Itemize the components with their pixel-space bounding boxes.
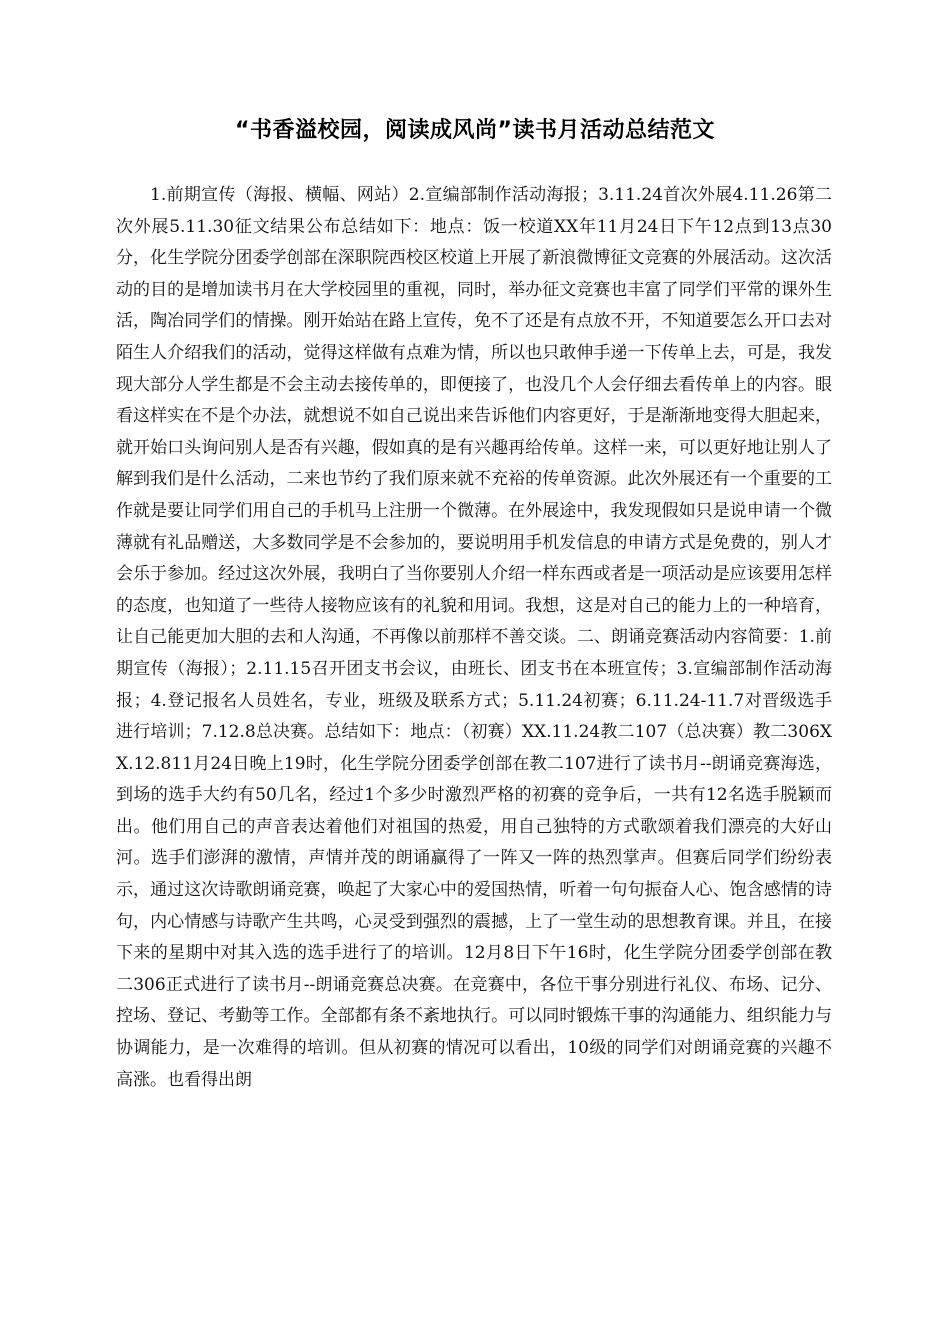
document-title: “书香溢校园，阅读成风尚”读书月活动总结范文 bbox=[235, 118, 715, 143]
document-body: 1.前期宣传（海报、横幅、网站）2.宣编部制作活动海报；3.11.24首次外展4.11.26第二次外展5.11.30征文结果公布总结如下：地点：饭一校道XX年11月24日下午12点到13点30分，化生学院分团委学创部在深职院西校区校道上开展了新浪微博征文竞赛的外展活动。这次活动的目的是增加读书月在大学校园里的重视，同时，举办征文竞赛也丰富了同学们平常的课外生活，陶冶同学们的情操。刚开始站在路上宣传，免不了还是有点放不开，不知道要怎么开口去对陌生人介绍我们的活动，觉得这样做有点难为情，所以也只敢伸手递一下传单上去，可是，我发现大部分人学生都是不会主动去接传单的，即便接了，也没几个人会仔细去看传单上的内容。眼看这样实在不是个办法，就想说不如自己说出来告诉他们内容更好，于是渐渐地变得大胆起来，就开始口头询问别人是否有兴趣，假如真的是有兴趣再给传单。这样一来，可以更好地让别人了解到我们是什么活动，二来也节约了我们原来就不充裕的传单资源。此次外展还有一个重要的工作就是要让同学们用自己的手机马上注册一个微薄。在外展途中，我发现假如只是说申请一个微薄就有礼品赠送，大多数同学是不会参加的，要说明用手机发信息的申请方式是免费的，别人才会乐于参加。经过这次外展，我明白了当你要别人介绍一样东西或者是一项活动是应该要用怎样的态度，也知道了一些待人接物应该有的礼貌和用词。我想，这是对自己的能力上的一种培育，让自己能更加大胆的去和人沟通，不再像以前那样不善交谈。二、朗诵竞赛活动内容简要：1.前期宣传（海报）；2.11.15召开团支书会议，由班长、团支书在本班宣传；3.宣编部制作活动海报；4.登记报名人员姓名，专业，班级及联系方式；5.11.24初赛；6.11.24-11.7对晋级选手进行培训；7.12.8总决赛。总结如下：地点：（初赛）XX.11.24教二107（总决赛）教二306XX.12.811月24日晚上19时，化生学院分团委学创部在教二107进行了读书月--朗诵竞赛海选，到场的选手大约有50几名，经过1个多少时激烈严格的初赛的竞争后，一共有12名选手脱颖而出。他们用自己的声音表达着他们对祖国的热爱，用自己独特的方式歌颂着我们漂亮的大好山河。选手们澎湃的激情，声情并茂的朗诵赢得了一阵又一阵的热烈掌声。但赛后同学们纷纷表示，通过这次诗歌朗诵竞赛，唤起了大家心中的爱国热情，听着一句句振奋人心、饱含感情的诗句，内心情感与诗歌产生共鸣，心灵受到强烈的震撼，上了一堂生动的思想教育课。并且，在接下来的星期中对其入选的选手进行了的培训。12月8日下午16时，化生学院分团委学创部在教二306正式进行了读书月--朗诵竞赛总决赛。在竞赛中，各位干事分别进行礼仪、布场、记分、控场、登记、考勤等工作。全部都有条不紊地执行。可以同时锻炼干事的沟通能力、组织能力与协调能力，是一次难得的培训。但从初赛的情况可以看出，10级的同学们对朗诵竞赛的兴趣不高涨。也看得出朗 bbox=[116, 185, 832, 1090]
